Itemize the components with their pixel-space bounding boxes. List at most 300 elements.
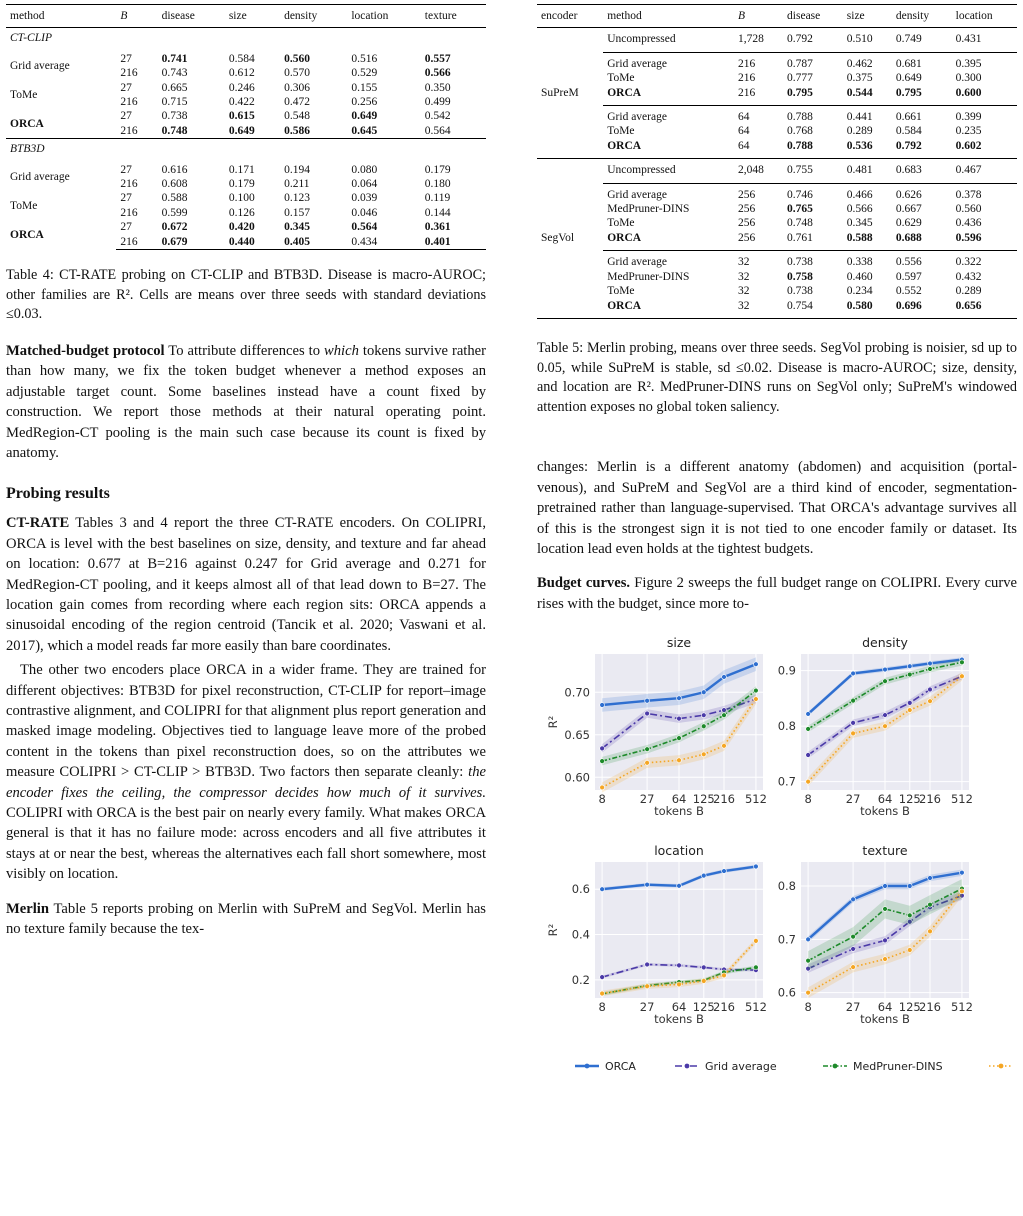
table-row — [6, 163, 486, 177]
method-cell: Uncompressed — [603, 28, 734, 52]
encoder-cell: SegVol — [537, 159, 603, 319]
data-point — [883, 713, 888, 718]
value-cell: 0.738 — [783, 251, 843, 270]
value-cell: 0.748 — [787, 217, 813, 230]
table-4-section-row — [6, 28, 486, 52]
value-cell: 0.560 — [955, 203, 982, 216]
y-tick-label: 0.6 — [571, 882, 590, 897]
value-cell: 0.306 — [284, 81, 310, 94]
value-cell: 0.665 — [161, 81, 188, 94]
x-tick-label: 8 — [804, 792, 812, 807]
data-point — [907, 672, 912, 677]
data-point — [806, 937, 811, 942]
value-cell: 0.741 — [161, 52, 188, 65]
table-4-section-label: BTB3D — [6, 139, 486, 163]
value-cell: 0.080 — [351, 163, 378, 176]
value-cell: 0.795 — [787, 86, 813, 99]
value-cell: 0.584 — [228, 52, 255, 65]
value-cell: 0.256 — [351, 96, 378, 109]
value-cell: 0.399 — [952, 106, 1017, 125]
value-cell: 0.748 — [161, 124, 188, 137]
value-cell: 0.758 — [787, 270, 813, 283]
panel-title: density — [862, 635, 908, 651]
x-tick-label: 8 — [598, 1000, 606, 1015]
value-cell: 0.420 — [228, 221, 255, 234]
value-cell: 0.749 — [892, 28, 952, 52]
value-cell: 0.645 — [351, 124, 378, 137]
value-cell: 0.395 — [952, 52, 1017, 71]
method-cell: ORCA — [607, 139, 642, 152]
x-tick-label: 216 — [713, 1000, 735, 1015]
value-cell: 0.434 — [347, 235, 420, 250]
value-cell: 0.792 — [783, 28, 843, 52]
value-cell: 0.681 — [892, 52, 952, 71]
value-cell: 0.629 — [895, 217, 922, 230]
data-point — [960, 674, 965, 679]
value-cell: 0.123 — [284, 192, 310, 205]
value-cell: 0.768 — [787, 125, 813, 138]
value-cell: 0.600 — [955, 86, 982, 99]
value-cell: 0.499 — [424, 96, 451, 109]
data-point — [677, 716, 682, 721]
merlin-heading: Merlin — [6, 900, 49, 917]
table-row — [537, 106, 1017, 125]
changes-paragraph: changes: Merlin is a different anatomy (abdomen) and acquisition (portal-venous), and SuPreM and SegVol are a third kind of encoder, segmentation-pretrained rather than language-supervised. That ORCA's advantage survives all of this is the strongest sign it is not tied to one encoder family or dataset. Its location lead even holds at the tightest budgets. — [537, 459, 1017, 557]
value-cell: 0.683 — [892, 159, 952, 183]
value-cell: 0.566 — [846, 203, 873, 216]
value-cell: 0.564 — [424, 124, 451, 137]
data-point — [600, 759, 605, 764]
table-4-header-method: method — [6, 5, 116, 28]
table-4-caption: Table 4: CT-RATE probing on CT-CLIP and BTB3D. Disease is macro-AUROC; other families are R². Cells are means over three seeds with standard deviations ≤0.03. — [6, 267, 486, 323]
value-cell: 0.157 — [284, 206, 310, 219]
data-point — [907, 708, 912, 713]
data-point — [754, 697, 759, 702]
method-cell: ToMe — [607, 72, 635, 85]
method-cell: Grid average — [603, 251, 734, 270]
value-cell: 0.338 — [843, 251, 892, 270]
data-point — [960, 889, 965, 894]
table-4 — [6, 4, 486, 250]
value-cell: 0.649 — [895, 72, 922, 85]
value-cell: 0.405 — [280, 235, 347, 250]
data-point — [806, 753, 811, 758]
method-cell: ORCA — [607, 86, 642, 99]
table-row — [537, 231, 1017, 251]
method-cell: ORCA — [10, 117, 44, 130]
data-point — [928, 876, 933, 881]
data-point — [645, 962, 650, 967]
value-cell: 0.746 — [783, 183, 843, 202]
data-point — [883, 724, 888, 729]
method-cell: Grid average — [603, 106, 734, 125]
table-4-header-b: B — [116, 5, 157, 28]
x-tick-label: 27 — [845, 792, 861, 807]
value-cell: 0.462 — [843, 52, 892, 71]
table-4-header-disease: disease — [158, 5, 225, 28]
data-point — [928, 661, 933, 666]
data-point — [677, 696, 682, 701]
budget-cell: 32 — [737, 285, 750, 298]
budget-cell: 216 — [120, 206, 138, 219]
data-point — [928, 929, 933, 934]
method-cell: ORCA — [10, 228, 44, 241]
value-cell: 0.738 — [787, 285, 813, 298]
x-tick-label: 64 — [877, 1000, 893, 1015]
value-cell: 0.144 — [424, 206, 451, 219]
budget-cell: 32 — [737, 270, 750, 283]
value-cell: 0.289 — [846, 125, 873, 138]
data-point — [754, 864, 759, 869]
data-point — [928, 902, 933, 907]
table-row — [6, 81, 486, 95]
value-cell: 0.795 — [895, 86, 922, 99]
value-cell: 0.460 — [846, 270, 873, 283]
method-cell: ToMe — [607, 217, 635, 230]
method-cell: ORCA — [607, 231, 642, 244]
table-5-header-row — [537, 5, 1017, 28]
value-cell: 0.596 — [955, 231, 982, 244]
data-point — [883, 957, 888, 962]
table-row — [537, 216, 1017, 230]
budget-cell: 1,728 — [734, 28, 783, 52]
data-point — [928, 699, 933, 704]
data-point — [928, 667, 933, 672]
data-point — [883, 884, 888, 889]
data-point — [883, 907, 888, 912]
data-point — [645, 984, 650, 989]
value-cell: 0.765 — [787, 203, 813, 216]
budget-cell: 216 — [120, 96, 138, 109]
value-cell: 0.046 — [351, 206, 378, 219]
table-4-section-label: CT-CLIP — [6, 28, 486, 52]
value-cell: 0.696 — [892, 299, 952, 319]
probing-results-heading: Probing results — [6, 485, 110, 503]
method-cell: ORCA — [603, 299, 734, 319]
value-cell: 0.548 — [284, 110, 310, 123]
budget-cell: 216 — [737, 86, 756, 99]
y-tick-label: 0.7 — [777, 774, 796, 789]
table-4-section-row — [6, 139, 486, 163]
data-point — [851, 698, 856, 703]
panel-texture — [778, 843, 973, 1026]
table-row — [6, 109, 486, 123]
value-cell: 0.180 — [424, 178, 451, 191]
legend-marker — [833, 1064, 838, 1069]
table-row — [537, 299, 1017, 319]
x-tick-label: 27 — [845, 1000, 861, 1015]
matched-budget-paragraph: Matched-budget protocol To attribute differences to which tokens survive rather than how many, we fix the token budget whenever a method exposes an adjustable target count. Some baselines instead have a count fixed by construction. We report those methods at their natural operating point. MedRegion-CT pooling is the main such case because its count is fixed by anatomy. — [6, 342, 486, 461]
table-row — [537, 159, 1017, 183]
data-point — [701, 713, 706, 718]
value-cell: 0.649 — [351, 110, 378, 123]
table-row — [537, 52, 1017, 71]
value-cell: 0.211 — [284, 178, 310, 191]
x-tick-label: 27 — [639, 792, 655, 807]
budget-cell: 27 — [120, 81, 132, 94]
value-cell: 0.715 — [161, 96, 188, 109]
data-point — [928, 687, 933, 692]
table-row — [537, 71, 1017, 85]
value-cell: 0.584 — [895, 125, 922, 138]
value-cell: 0.536 — [846, 139, 873, 152]
x-axis-label: tokens B — [654, 804, 704, 819]
table-5-header-location: location — [952, 5, 1017, 28]
value-cell: 0.616 — [161, 163, 188, 176]
table-row — [537, 284, 1017, 298]
legend-marker — [999, 1064, 1004, 1069]
table-5-header-method: method — [603, 5, 734, 28]
data-point — [883, 667, 888, 672]
budget-cell: 216 — [737, 72, 756, 85]
data-point — [701, 873, 706, 878]
value-cell: 0.432 — [955, 270, 982, 283]
data-point — [600, 703, 605, 708]
data-point — [600, 975, 605, 980]
table-4-header-row — [6, 5, 486, 28]
value-cell: 0.556 — [892, 251, 952, 270]
x-tick-label: 64 — [877, 792, 893, 807]
method-cell: MedPruner-DINS — [607, 203, 690, 216]
figure-2-budget-curves — [537, 626, 1017, 1086]
value-cell: 0.738 — [161, 110, 188, 123]
value-cell: 0.564 — [351, 221, 378, 234]
encoder-cell: SuPreM — [537, 28, 603, 159]
y-tick-label: 0.60 — [564, 770, 590, 785]
data-point — [701, 979, 706, 984]
data-point — [754, 662, 759, 667]
table-5-header-b: B — [734, 5, 783, 28]
value-cell: 0.615 — [228, 110, 255, 123]
x-tick-label: 64 — [671, 792, 687, 807]
x-tick-label: 125 — [898, 792, 921, 807]
y-tick-label: 0.2 — [571, 972, 590, 987]
value-cell: 0.788 — [787, 139, 813, 152]
legend-label: MedPruner-DINS — [853, 1060, 943, 1074]
value-cell: 0.679 — [158, 235, 225, 250]
method-cell: ToMe — [607, 125, 635, 138]
data-point — [907, 884, 912, 889]
table-4-header-location: location — [347, 5, 420, 28]
data-point — [806, 958, 811, 963]
ct-rate-paragraph: CT-RATE Tables 3 and 4 report the three CT-RATE encoders. On COLIPRI, ORCA is level with the best baselines on size, density, and texture and far ahead on location: 0.677 at B=216 against 0.247 for Grid average and 0.271 for MedRegion-CT pooling, and it keeps almost all of that lead down to B=27. The location gain comes from recording where each region sits: ORCA appends a sinusoidal encoding of the region centroid (Tancik et al. 2020; Vaswani et al. 2017), which a model reads far more easily than bare coordinates. — [6, 515, 486, 654]
panel-size — [546, 635, 767, 818]
value-cell: 0.171 — [228, 163, 255, 176]
value-cell: 0.289 — [955, 285, 982, 298]
data-point — [677, 963, 682, 968]
value-cell: 0.688 — [895, 231, 922, 244]
right-column — [537, 0, 1017, 1086]
value-cell: 0.440 — [225, 235, 280, 250]
table-row — [6, 191, 486, 205]
budget-cell: 256 — [737, 231, 756, 244]
data-point — [677, 982, 682, 987]
data-point — [851, 947, 856, 952]
table-5-grid — [537, 4, 1017, 319]
value-cell: 0.235 — [955, 125, 982, 138]
value-cell: 0.516 — [351, 52, 378, 65]
value-cell: 0.467 — [952, 159, 1017, 183]
data-point — [701, 752, 706, 757]
value-cell: 0.529 — [351, 67, 378, 80]
budget-cell: 32 — [734, 299, 783, 319]
data-point — [677, 758, 682, 763]
data-point — [722, 675, 727, 680]
value-cell: 0.570 — [284, 67, 310, 80]
data-point — [907, 701, 912, 706]
value-cell: 0.155 — [351, 81, 378, 94]
panel-title: texture — [862, 843, 908, 859]
legend-label: ORCA — [605, 1060, 636, 1074]
value-cell: 0.542 — [424, 110, 451, 123]
value-cell: 0.649 — [228, 124, 255, 137]
value-cell: 0.761 — [787, 231, 813, 244]
method-cell: Grid average — [10, 60, 70, 73]
data-point — [600, 991, 605, 996]
value-cell: 0.179 — [424, 163, 451, 176]
panel-location — [546, 843, 767, 1026]
y-tick-label: 0.4 — [571, 927, 590, 942]
table-row — [537, 202, 1017, 216]
x-tick-label: 125 — [692, 1000, 715, 1015]
budget-cell: 256 — [737, 203, 756, 216]
panel-title: location — [654, 843, 704, 859]
data-point — [701, 690, 706, 695]
value-cell: 0.100 — [228, 192, 255, 205]
budget-cell: 216 — [120, 178, 138, 191]
data-point — [754, 939, 759, 944]
table-row — [537, 270, 1017, 284]
budget-cell: 216 — [116, 235, 157, 250]
table-5-caption: Table 5: Merlin probing, means over three seeds. SegVol probing is noisier, sd up to 0.05, while SuPreM is stable, sd ≤0.02. Disease is macro-AUROC; size, density, and location are R². MedPruner-DINS runs on SegVol only; SuPreM's windowed attention exposes no global token saliency. — [537, 339, 1017, 415]
budget-cell: 216 — [120, 67, 138, 80]
value-cell: 0.552 — [895, 285, 922, 298]
value-cell: 0.588 — [846, 231, 873, 244]
data-point — [722, 713, 727, 718]
value-cell: 0.510 — [843, 28, 892, 52]
table-5-header-density: density — [892, 5, 952, 28]
data-point — [851, 671, 856, 676]
budget-cell: 27 — [120, 52, 132, 65]
merlin-paragraph: Merlin Table 5 reports probing on Merlin with SuPreM and SegVol. Merlin has no texture family because the tex- — [6, 900, 486, 938]
value-cell: 0.754 — [783, 299, 843, 319]
encoder-frame-paragraph: The other two encoders place ORCA in a wider frame. They are trained for different objectives: BTB3D for pixel reconstruction, CT-CLIP for report–image contrastive alignment, and COLIPRI for that alignment plus report generation and masked image modeling. Objectives tied to language leave more of the probed content in the tokens than pixel reconstruction does, so on the attributes we measure COLIPRI > CT-CLIP > BTB3D. Two factors then separate cleanly: the encoder fixes the ceiling, the compressor decides how much of it survives. COLIPRI with ORCA is the best pair on nearly every family. What makes ORCA general is that it has no failure mode: across encoders and all five attributes it stays at or near the best, whereas the alternatives each fall short somewhere, most visibly on location. — [6, 662, 486, 883]
x-tick-label: 216 — [713, 792, 735, 807]
table-4-grid — [6, 4, 486, 250]
value-cell: 0.755 — [783, 159, 843, 183]
x-axis-label: tokens B — [860, 1012, 910, 1027]
value-cell: 0.300 — [955, 72, 982, 85]
legend-marker — [585, 1064, 590, 1069]
method-cell: ToMe — [607, 285, 635, 298]
x-tick-label: 512 — [744, 1000, 767, 1015]
value-cell: 0.667 — [895, 203, 922, 216]
data-point — [701, 724, 706, 729]
value-cell: 0.777 — [787, 72, 813, 85]
budget-cell: 256 — [737, 217, 756, 230]
data-point — [851, 965, 856, 970]
value-cell: 0.597 — [895, 270, 922, 283]
value-cell: 0.126 — [228, 206, 255, 219]
value-cell: 0.322 — [952, 251, 1017, 270]
value-cell: 0.788 — [783, 106, 843, 125]
ct-rate-heading: CT-RATE — [6, 515, 70, 532]
method-cell: Grid average — [10, 170, 70, 183]
value-cell: 0.588 — [161, 192, 188, 205]
data-point — [645, 882, 650, 887]
value-cell: 0.401 — [421, 235, 486, 250]
y-tick-label: 0.6 — [777, 985, 796, 1000]
data-point — [851, 934, 856, 939]
data-point — [907, 948, 912, 953]
x-tick-label: 64 — [671, 1000, 687, 1015]
data-point — [806, 727, 811, 732]
budget-cell: 216 — [734, 52, 783, 71]
data-point — [722, 869, 727, 874]
data-point — [883, 679, 888, 684]
legend — [575, 1060, 1017, 1073]
budget-cell: 256 — [734, 183, 783, 202]
table-4-header-size: size — [225, 5, 280, 28]
budget-cell: 64 — [734, 106, 783, 125]
value-cell: 0.422 — [228, 96, 255, 109]
x-axis-label: tokens B — [654, 1012, 704, 1027]
value-cell: 0.626 — [892, 183, 952, 202]
value-cell: 0.792 — [895, 139, 922, 152]
x-tick-label: 125 — [898, 1000, 921, 1015]
value-cell: 0.436 — [955, 217, 982, 230]
x-tick-label: 512 — [950, 792, 973, 807]
x-tick-label: 512 — [744, 792, 767, 807]
data-point — [806, 779, 811, 784]
y-tick-label: 0.70 — [564, 685, 590, 700]
data-point — [677, 736, 682, 741]
y-axis-label: R² — [546, 715, 560, 729]
data-point — [806, 990, 811, 995]
value-cell: 0.481 — [843, 159, 892, 183]
budget-cell: 27 — [120, 163, 132, 176]
x-tick-label: 8 — [598, 792, 606, 807]
data-point — [960, 660, 965, 665]
value-cell: 0.586 — [284, 124, 310, 137]
budget-cell: 216 — [120, 124, 138, 137]
value-cell: 0.375 — [846, 72, 873, 85]
value-cell: 0.557 — [424, 52, 451, 65]
table-row — [537, 124, 1017, 138]
data-point — [722, 973, 727, 978]
value-cell: 0.064 — [351, 178, 378, 191]
method-cell: Grid average — [603, 183, 734, 202]
y-tick-label: 0.65 — [564, 727, 590, 742]
data-point — [645, 747, 650, 752]
value-cell: 0.544 — [846, 86, 873, 99]
value-cell: 0.672 — [161, 221, 188, 234]
x-tick-label: 8 — [804, 1000, 812, 1015]
x-tick-label: 216 — [919, 792, 941, 807]
panel-density — [778, 635, 973, 818]
table-5-header-size: size — [843, 5, 892, 28]
value-cell: 0.350 — [424, 81, 451, 94]
value-cell: 0.345 — [284, 221, 310, 234]
value-cell: 0.560 — [284, 52, 310, 65]
data-point — [645, 698, 650, 703]
value-cell: 0.599 — [161, 206, 188, 219]
budget-cell: 27 — [120, 192, 132, 205]
value-cell: 0.039 — [351, 192, 378, 205]
budget-cell: 27 — [120, 110, 132, 123]
x-axis-label: tokens B — [860, 804, 910, 819]
data-point — [754, 688, 759, 693]
